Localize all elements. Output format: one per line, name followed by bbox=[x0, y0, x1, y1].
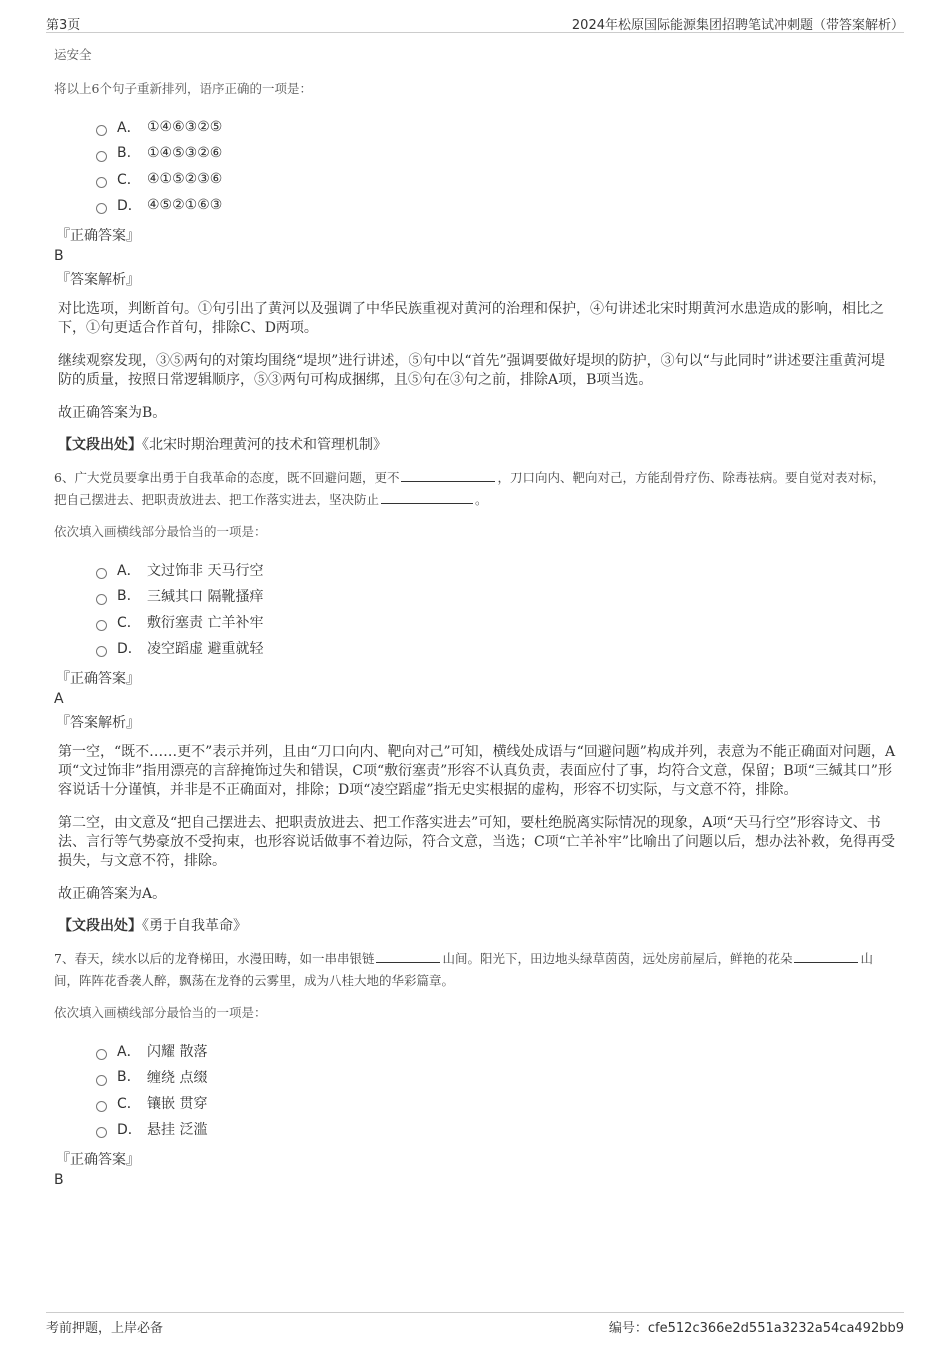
q6-source-label: 【文段出处】 bbox=[58, 918, 142, 934]
q5-option-d[interactable]: D． ④⑤②①⑥③ bbox=[96, 192, 896, 218]
q5-source bbox=[58, 435, 896, 455]
q6-stem: 6、广大党员要拿出勇于自我革命的态度，既不回避问题，更不 ，刀口向内、靶向对己，方能刮骨疗伤、除毒祛病。要自觉对表对标，把自己摆进去、把职责放进去、把工作落实进去，坚决防止 。 bbox=[54, 467, 896, 511]
radio-icon[interactable] bbox=[96, 568, 107, 579]
q5-instruction: 将以上6个句子重新排列，语序正确的一项是： bbox=[54, 81, 312, 96]
q5-option-c[interactable]: C． ④①⑤②③⑥ bbox=[96, 166, 896, 192]
q6-source bbox=[58, 916, 896, 936]
document-content bbox=[54, 44, 896, 1190]
q5-stem-tail: 运安全 bbox=[54, 47, 92, 62]
q6-option-b[interactable]: B. 三缄其口 隔靴搔痒 bbox=[96, 583, 896, 609]
document-title: 2024年松原国际能源集团招聘笔试冲刺题（带答案解析） bbox=[571, 18, 904, 33]
radio-icon[interactable] bbox=[96, 1101, 107, 1112]
q5-source-title: 《北宋时期治理黄河的技术和管理机制》 bbox=[142, 437, 387, 453]
q6-option-a[interactable]: A． 文过饰非 天马行空 bbox=[96, 557, 896, 583]
q7-option-a[interactable]: A． 闪耀 散落 bbox=[96, 1038, 896, 1064]
page-footer bbox=[46, 1312, 904, 1337]
q6-analysis-p1: 第一空，“既不……更不”表示并列，且由“刀口向内、靶向对己”可知，横线处成语与“回避问题”构成并列，表意为不能正确面对问题，A项“文过饰非”指用漂亮的言辞掩饰过失和错误，C项“敷衍塞责”形容不认真负责，表面应付了事，均符合文意，保留；B项“三缄其口”形容说话十分谨慎，并非是不正确面对，排除；D项“凌空蹈虚”指无史实根据的虚构，形容不切实际，与文意不符，排除。 bbox=[58, 744, 896, 798]
q5-option-a[interactable]: A． ①④⑥③②⑤ bbox=[96, 114, 896, 140]
page-header bbox=[46, 12, 904, 33]
q7-answer-label: 『正确答案』 bbox=[56, 1152, 140, 1168]
q6-option-d[interactable]: D． 凌空蹈虚 避重就轻 bbox=[96, 635, 896, 661]
q5-analysis-p1: 对比选项，判断首句。①句引出了黄河以及强调了中华民族重视对黄河的治理和保护，④句讲述北宋时期黄河水患造成的影响，相比之下，①句更适合作首句，排除C、D两项。 bbox=[58, 301, 884, 336]
radio-icon[interactable] bbox=[96, 125, 107, 136]
q5-option-b[interactable]: B. ①④⑤③②⑥ bbox=[96, 140, 896, 166]
q7-stem: 7、春天，续水以后的龙脊梯田，水漫田畴，如一串串银链 山间。阳光下，田边地头绿草茵茵，远处房前屋后，鲜艳的花朵 山间，阵阵花香袭人醉，飘荡在龙脊的云雾里，成为八桂大地的华彩篇章。 bbox=[54, 948, 896, 992]
radio-icon[interactable] bbox=[96, 1075, 107, 1086]
radio-icon[interactable] bbox=[96, 620, 107, 631]
q6-analysis-p2: 第二空，由文意及“把自己摆进去、把职责放进去、把工作落实进去”可知，要杜绝脱离实际情况的现象，A项“天马行空”形容诗文、书法、言行等气势豪放不受拘束，也形容说话做事不着边际，符合文意，当选；C项“亡羊补牢”比喻出了问题以后，想办法补救，免得再受损失，与文意不符，排除。 bbox=[58, 815, 896, 869]
q7-option-b[interactable]: B. 缠绕 点缀 bbox=[96, 1064, 896, 1090]
q6-instruction: 依次填入画横线部分最恰当的一项是： bbox=[54, 524, 267, 539]
q6-option-c[interactable]: C． 敷衍塞责 亡羊补牢 bbox=[96, 609, 896, 635]
document-id: 编号：cfe512c366e2d551a3232a54ca492bb9 bbox=[608, 1321, 904, 1336]
q7-option-c[interactable]: C． 镶嵌 贯穿 bbox=[96, 1090, 896, 1116]
q5-answer-label: 『正确答案』 bbox=[56, 228, 140, 244]
footer-slogan: 考前押题，上岸必备 bbox=[46, 1321, 164, 1336]
radio-icon[interactable] bbox=[96, 177, 107, 188]
q5-answer: B bbox=[54, 248, 64, 264]
q5-options bbox=[96, 114, 896, 218]
q5-analysis-label: 『答案解析』 bbox=[56, 272, 140, 288]
q5-source-label: 【文段出处】 bbox=[58, 437, 142, 453]
q6-analysis-label: 『答案解析』 bbox=[56, 715, 140, 731]
q6-answer: A bbox=[54, 691, 64, 707]
radio-icon[interactable] bbox=[96, 203, 107, 214]
q6-blank-2 bbox=[381, 489, 473, 504]
radio-icon[interactable] bbox=[96, 151, 107, 162]
page-number: 第3页 bbox=[46, 18, 81, 33]
q7-answer: B bbox=[54, 1172, 64, 1188]
q6-options bbox=[96, 557, 896, 661]
q6-analysis-p3: 故正确答案为A。 bbox=[58, 886, 167, 902]
q7-instruction: 依次填入画横线部分最恰当的一项是： bbox=[54, 1005, 267, 1020]
q6-blank-1 bbox=[401, 467, 495, 482]
q7-option-d[interactable]: D． 悬挂 泛滥 bbox=[96, 1116, 896, 1142]
q5-analysis-p2: 继续观察发现，③⑤两句的对策均围绕“堤坝”进行讲述，⑤句中以“首先”强调要做好堤坝的防护，③句以“与此同时”讲述要注重黄河堤防的质量，按照日常逻辑顺序，⑤③两句可构成捆绑，且⑤句在③句之前，排除A项，B项当选。 bbox=[58, 353, 885, 388]
q7-blank-1 bbox=[376, 948, 440, 963]
q5-analysis-p3: 故正确答案为B。 bbox=[58, 405, 167, 421]
radio-icon[interactable] bbox=[96, 1127, 107, 1138]
radio-icon[interactable] bbox=[96, 594, 107, 605]
radio-icon[interactable] bbox=[96, 646, 107, 657]
q7-blank-2 bbox=[794, 948, 858, 963]
radio-icon[interactable] bbox=[96, 1049, 107, 1060]
q7-options bbox=[96, 1038, 896, 1142]
q6-answer-label: 『正确答案』 bbox=[56, 671, 140, 687]
q6-source-title: 《勇于自我革命》 bbox=[142, 918, 247, 934]
